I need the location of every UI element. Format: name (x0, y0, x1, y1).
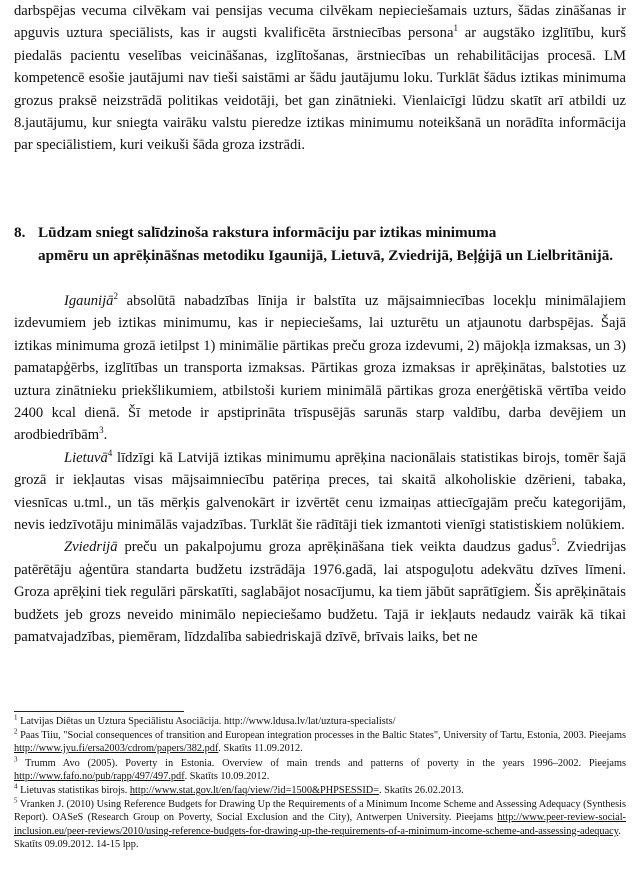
footnote-tail: . Skatīts 11.09.2012. (218, 743, 303, 755)
paragraph-text: darbspējas vecuma cilvēkam vai pensijas vecuma cilvēkam nepieciešamais uzturs, šādas zināšanas ir apguvis uztura speciālists, kas ir augsti kvalificēta ārstniecības persona (14, 3, 626, 42)
paragraph-text: līdzīgi kā Latvijā iztikas minimumu aprēķina nacionālais statistikas birojs, tomēr šajā grozā ir iekļautas visas mājsaimniecību patēriņa preces, tai skaitā alkoholiskie dzērieni, tabaka, viesnīcas u.tml., un tās mērķis galvenokārt ir izvērtēt cenu izmaiņas attiecīgajām preču kategorijām, nevis iedzīvotāju minimālās vajadzības. Turklāt šie rādītāji tiek izmantoti vienīgi statistiskiem nolūkiem. (14, 449, 626, 534)
footnote-number: 3 (14, 755, 18, 764)
footnote-ref[interactable]: 1 (453, 23, 458, 34)
footnote-link[interactable]: http://www.jyu.fi/ersa2003/cdrom/papers/382.pdf (14, 743, 219, 755)
footnote-text: Vranken J. (2010) Using Reference Budgets for Drawing Up the Requirements of a Minimum Income Scheme and Assessing Adequacy (Synthesis Report). OASeS (Research Group on Poverty, Social Exclusion and the City), Antwerpen University. Pieejams (14, 799, 626, 824)
footnote-1 (14, 715, 626, 728)
footnote-ref[interactable]: 5 (551, 537, 557, 548)
footnote-text: Paas Tiiu, "Social consequences of transition and European integration processes in the Baltic States", University of Tartu, Estonia, 2003. Pieejams (17, 730, 626, 742)
paragraph-text: ar augstāko izglītību, kurš piedalās pacientu veselības veicināšanas, izglītošanas, ārstniecības un rehabilitācijas procesā. LM kompetencē esošie jautājumi nav tieši saistāmi ar šādu jautājumu loku. Turklāt šādus iztikas minimuma grozus praksē neizstrādā politikas veidotāji, bet gan zinātnieki. Vienlaicīgi lūdzu skatīt arī atbildi uz 8.jautājumu, kur sniegta vairāku valstu pieredze iztikas minimumu noteikšanā un norādīta informācija par speciālistiem, kuri veikuši šāda groza izstrādi. (14, 25, 627, 154)
footnote-number: 1 (14, 713, 18, 722)
footnote-4 (14, 784, 626, 797)
answer-body (14, 290, 626, 649)
footnote-number: 4 (14, 782, 18, 791)
footnote-separator (14, 711, 184, 712)
footnote-5 (14, 798, 626, 851)
footnote-ref[interactable]: 3 (99, 425, 104, 436)
footnote-number: 5 (14, 796, 18, 805)
country-name: Lietuvā (64, 449, 108, 466)
paragraph-lithuania (14, 447, 626, 537)
footnote-link[interactable]: http://www.fafo.no/pub/rapp/497/497.pdf (14, 770, 185, 782)
country-name: Igaunijā (64, 293, 114, 309)
question-heading (14, 222, 626, 267)
footnotes (14, 715, 626, 852)
footnote-tail: . Skatīts 10.09.2012. (184, 770, 270, 782)
country-name: Zviedrijā (64, 539, 118, 556)
paragraph-sweden (14, 536, 626, 648)
footnote-tail: . Skatīts 09.09.2012. 14-15 lpp. (14, 825, 621, 850)
footnote-ref[interactable]: 2 (113, 291, 118, 302)
footnote-link[interactable]: http://www.peer-review-social-inclusion.eu/peer-reviews/2010/using-reference-budgets-for-drawing-up-the-requirements-of-a-minimum-income-scheme-and-assessing-adequacy (14, 812, 626, 837)
heading-line-1: Lūdzam sniegt salīdzinoša rakstura informāciju par iztikas minimuma (38, 224, 497, 241)
footnote-tail: . Skatīts 26.02.2013. (379, 785, 464, 797)
footnote-text: Trumm Avo (2005). Poverty in Estonia. Overview of main trends and patterns of poverty in the years 1996–2002. Pieejams (17, 757, 626, 769)
paragraph-text: absolūtā nabadzības līnija ir balstīta uz mājsaimniecības locekļu minimālajiem izdevumiem jeb iztikas minimumu, kas ir nepieciešams, lai uzturētu un atjaunotu darbspējas. Šajā iztikas minimuma grozā ietilpst 1) minimālie pārtikas preču groza izdevumi, 2) mājokļa izmaksas, un 3) pamatapģērbs, izglītības un transporta izmaksas. Pārtikas groza izmaksas ir aprēķinātas, balstoties uz uztura zinātnieku priekšlikumiem, atbilstoši kuriem minimālā pārtikas groza enerģētiskā vērtība veido 2400 kcal dienā. Šī metode ir apstiprināta trīspusējās sarunās starp valdību, darba devējiem un arodbiedrībām (14, 293, 626, 444)
footnote-text: Lietuvas statistikas birojs. (17, 785, 130, 797)
paragraph-estonia (14, 290, 626, 447)
footnote-2 (14, 729, 626, 755)
paragraph-intro (14, 0, 626, 157)
footnote-text: Latvijas Diētas un Uztura Speciālistu Asociācija. http://www.ldusa.lv/lat/uztura-specialists/ (17, 716, 396, 727)
footnote-number: 2 (14, 727, 18, 736)
footnote-ref[interactable]: 4 (107, 447, 113, 458)
heading-line-2: apmēru un aprēķināšnas metodiku Igaunijā, Lietuvā, Zviedrijā, Beļģijā un Lielbritānijā. (38, 246, 614, 264)
paragraph-text: . Zviedrijas patērētāju aģentūra standarta budžetu izstrādāja 1976.gadā, lai atspoguļotu adekvātu dzīves līmeni. Groza aprēķini tiek regulāri pārskatīti, saglabājot nosacījumu, ka tiem jābūt saprātīgiem. Šis aprēķinātais budžets jeb grozs neveido minimālo nepieciešamo budžetu. Tajā ir iekļauts nedaudz vairāk kā tikai pamatvajadzības, piemēram, līdzdalība sabiedriskajā dzīvē, brīvais laiks, bet ne (14, 539, 626, 646)
footnote-3 (14, 757, 626, 783)
question-number: 8. (14, 224, 26, 241)
paragraph-text: . (103, 427, 108, 444)
paragraph-text: preču un pakalpojumu groza aprēķināšana tiek veikta daudzus gadus (117, 539, 552, 556)
footnote-link[interactable]: http://www.stat.gov.lt/en/faq/view/?id=1500&PHPSESSID= (129, 785, 380, 797)
